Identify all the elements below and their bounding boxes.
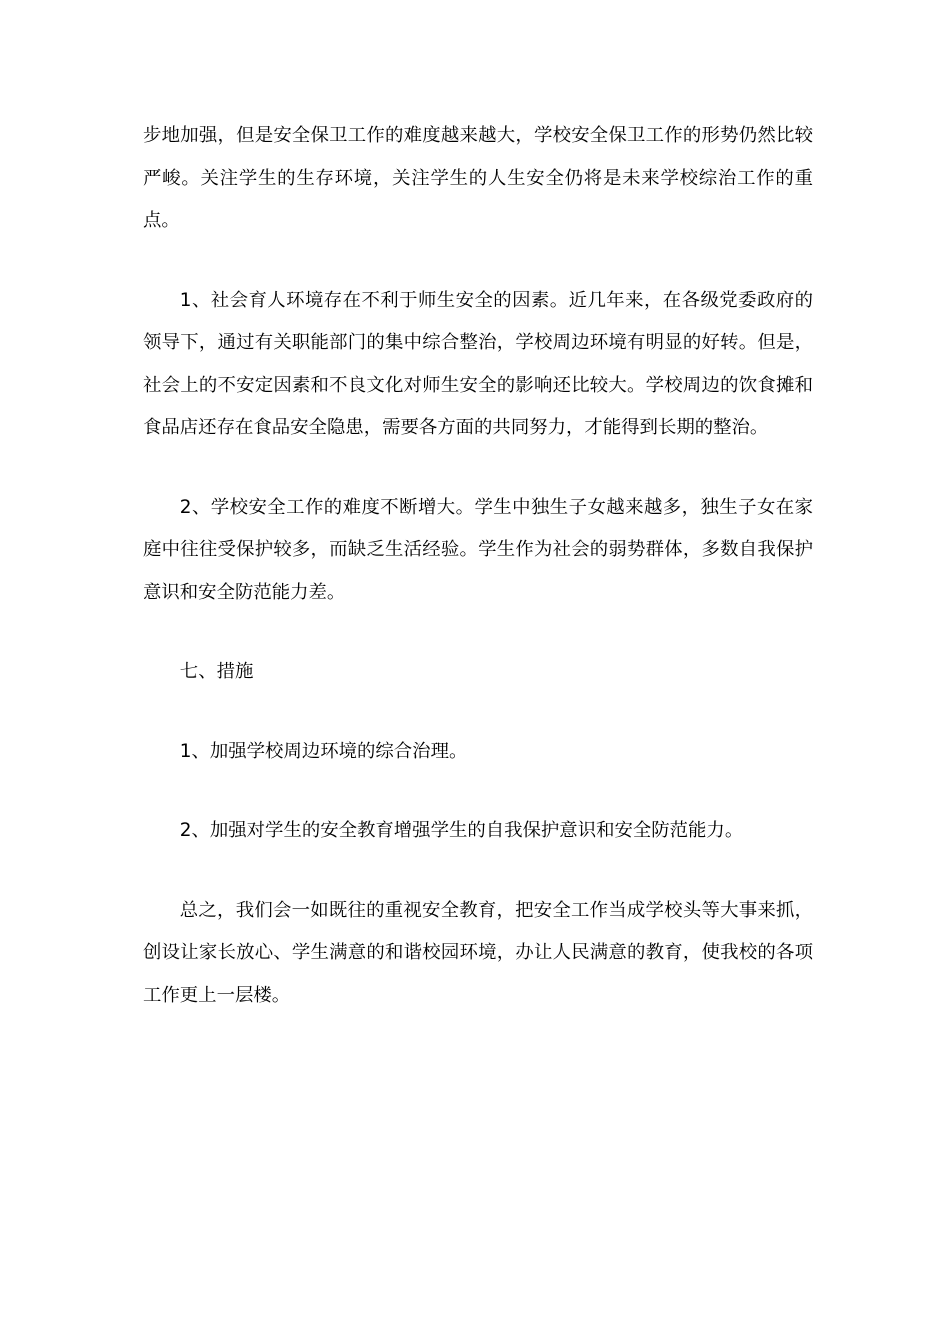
measure-item-2: 2、加强对学生的安全教育增强学生的自我保护意识和安全防范能力。	[179, 820, 744, 841]
paragraph-continuation: 步地加强，但是安全保卫工作的难度越来越大，学校安全保卫工作的形势仍然比较严峻。关注学生的生存环境，关注学生的人生安全仍将是未来学校综治工作的重点。	[143, 125, 813, 231]
document-body	[143, 115, 813, 1054]
paragraph-safety-difficulty: 2、学校安全工作的难度不断增大。学生中独生子女越来越多，独生子女在家庭中往往受保护较多，而缺乏生活经验。学生作为社会的弱势群体，多数自我保护意识和安全防范能力差。	[143, 496, 813, 603]
paragraph-conclusion: 总之，我们会一如既往的重视安全教育，把安全工作当成学校头等大事来抓，创设让家长放心、学生满意的和谐校园环境，办让人民满意的教育，使我校的各项工作更上一层楼。	[143, 899, 813, 1006]
measure-item-1: 1、加强学校周边环境的综合治理。	[179, 740, 468, 762]
section-heading-measures: 七、措施	[179, 661, 254, 682]
paragraph-social-environment: 1、社会育人环境存在不利于师生安全的因素。近几年来，在各级党委政府的领导下，通过有关职能部门的集中综合整治，学校周边环境有明显的好转。但是，社会上的不安定因素和不良文化对师生安全的影响还比较大。学校周边的饮食摊和食品店还存在食品安全隐患，需要各方面的共同努力，才能得到长期的整治。	[143, 289, 813, 438]
